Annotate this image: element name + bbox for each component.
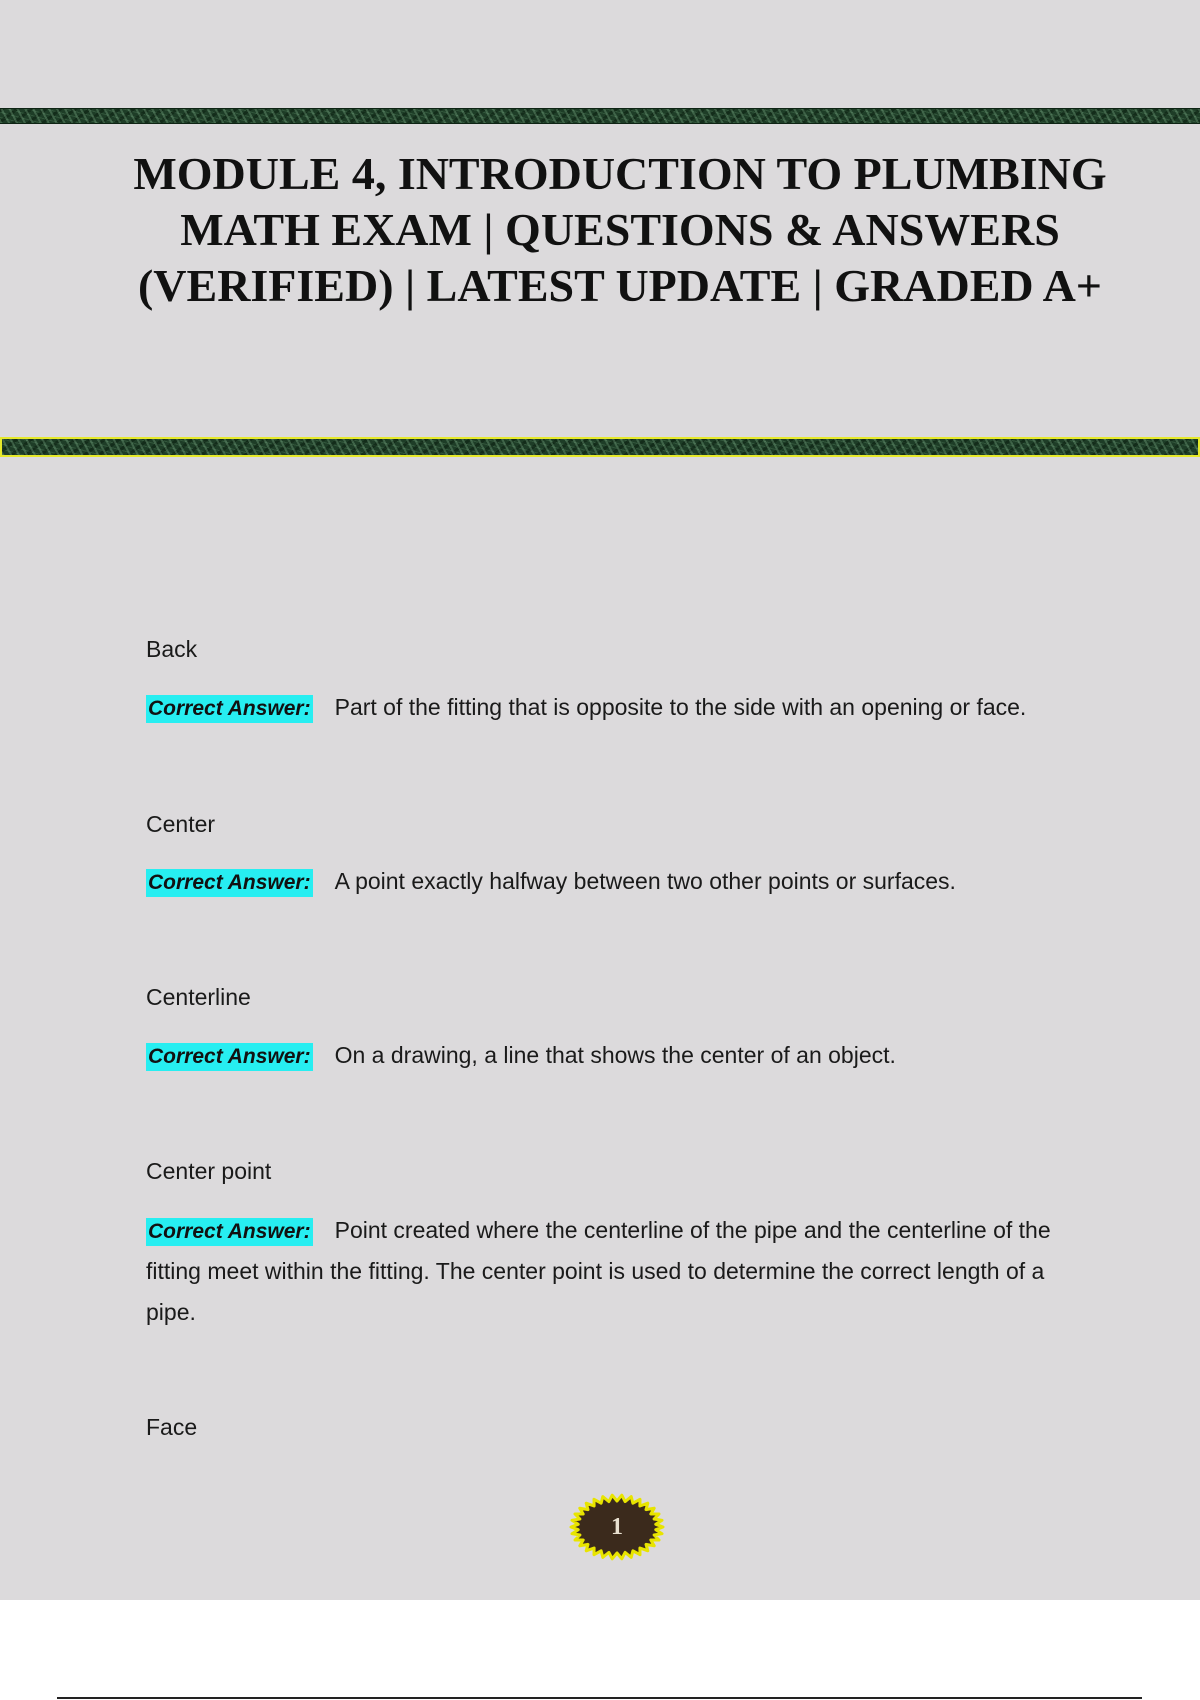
answer-center-point	[146, 1210, 1091, 1333]
page-title: MODULE 4, INTRODUCTION TO PLUMBING MATH EXAM | QUESTIONS & ANSWERS (VERIFIED) | LATEST UPDATE | GRADED A+	[133, 148, 1107, 311]
answer-text: Point created where the centerline of the pipe and the centerline of the fitting meet within the fitting. The center point is used to determine the correct length of a pipe.	[146, 1217, 1051, 1325]
footer-divider	[57, 1697, 1142, 1699]
answer-centerline	[146, 1035, 1091, 1076]
answer-text: Part of the fitting that is opposite to the side with an opening or face.	[334, 694, 1027, 720]
term-face: Face	[146, 1414, 198, 1440]
answer-back	[146, 687, 1091, 728]
correct-answer-label: Correct Answer:	[146, 869, 313, 897]
correct-answer-label: Correct Answer:	[146, 695, 313, 723]
term-center-point: Center point	[146, 1158, 272, 1184]
page-number: 1	[611, 1514, 623, 1540]
term-center: Center	[146, 811, 216, 837]
answer-text: On a drawing, a line that shows the center of an object.	[334, 1042, 896, 1068]
term-centerline: Centerline	[146, 984, 251, 1010]
correct-answer-label: Correct Answer:	[146, 1218, 313, 1246]
term-back: Back	[146, 636, 198, 662]
correct-answer-label: Correct Answer:	[146, 1043, 313, 1071]
answer-center	[146, 861, 1091, 902]
answer-text: A point exactly halfway between two other points or surfaces.	[334, 868, 956, 894]
